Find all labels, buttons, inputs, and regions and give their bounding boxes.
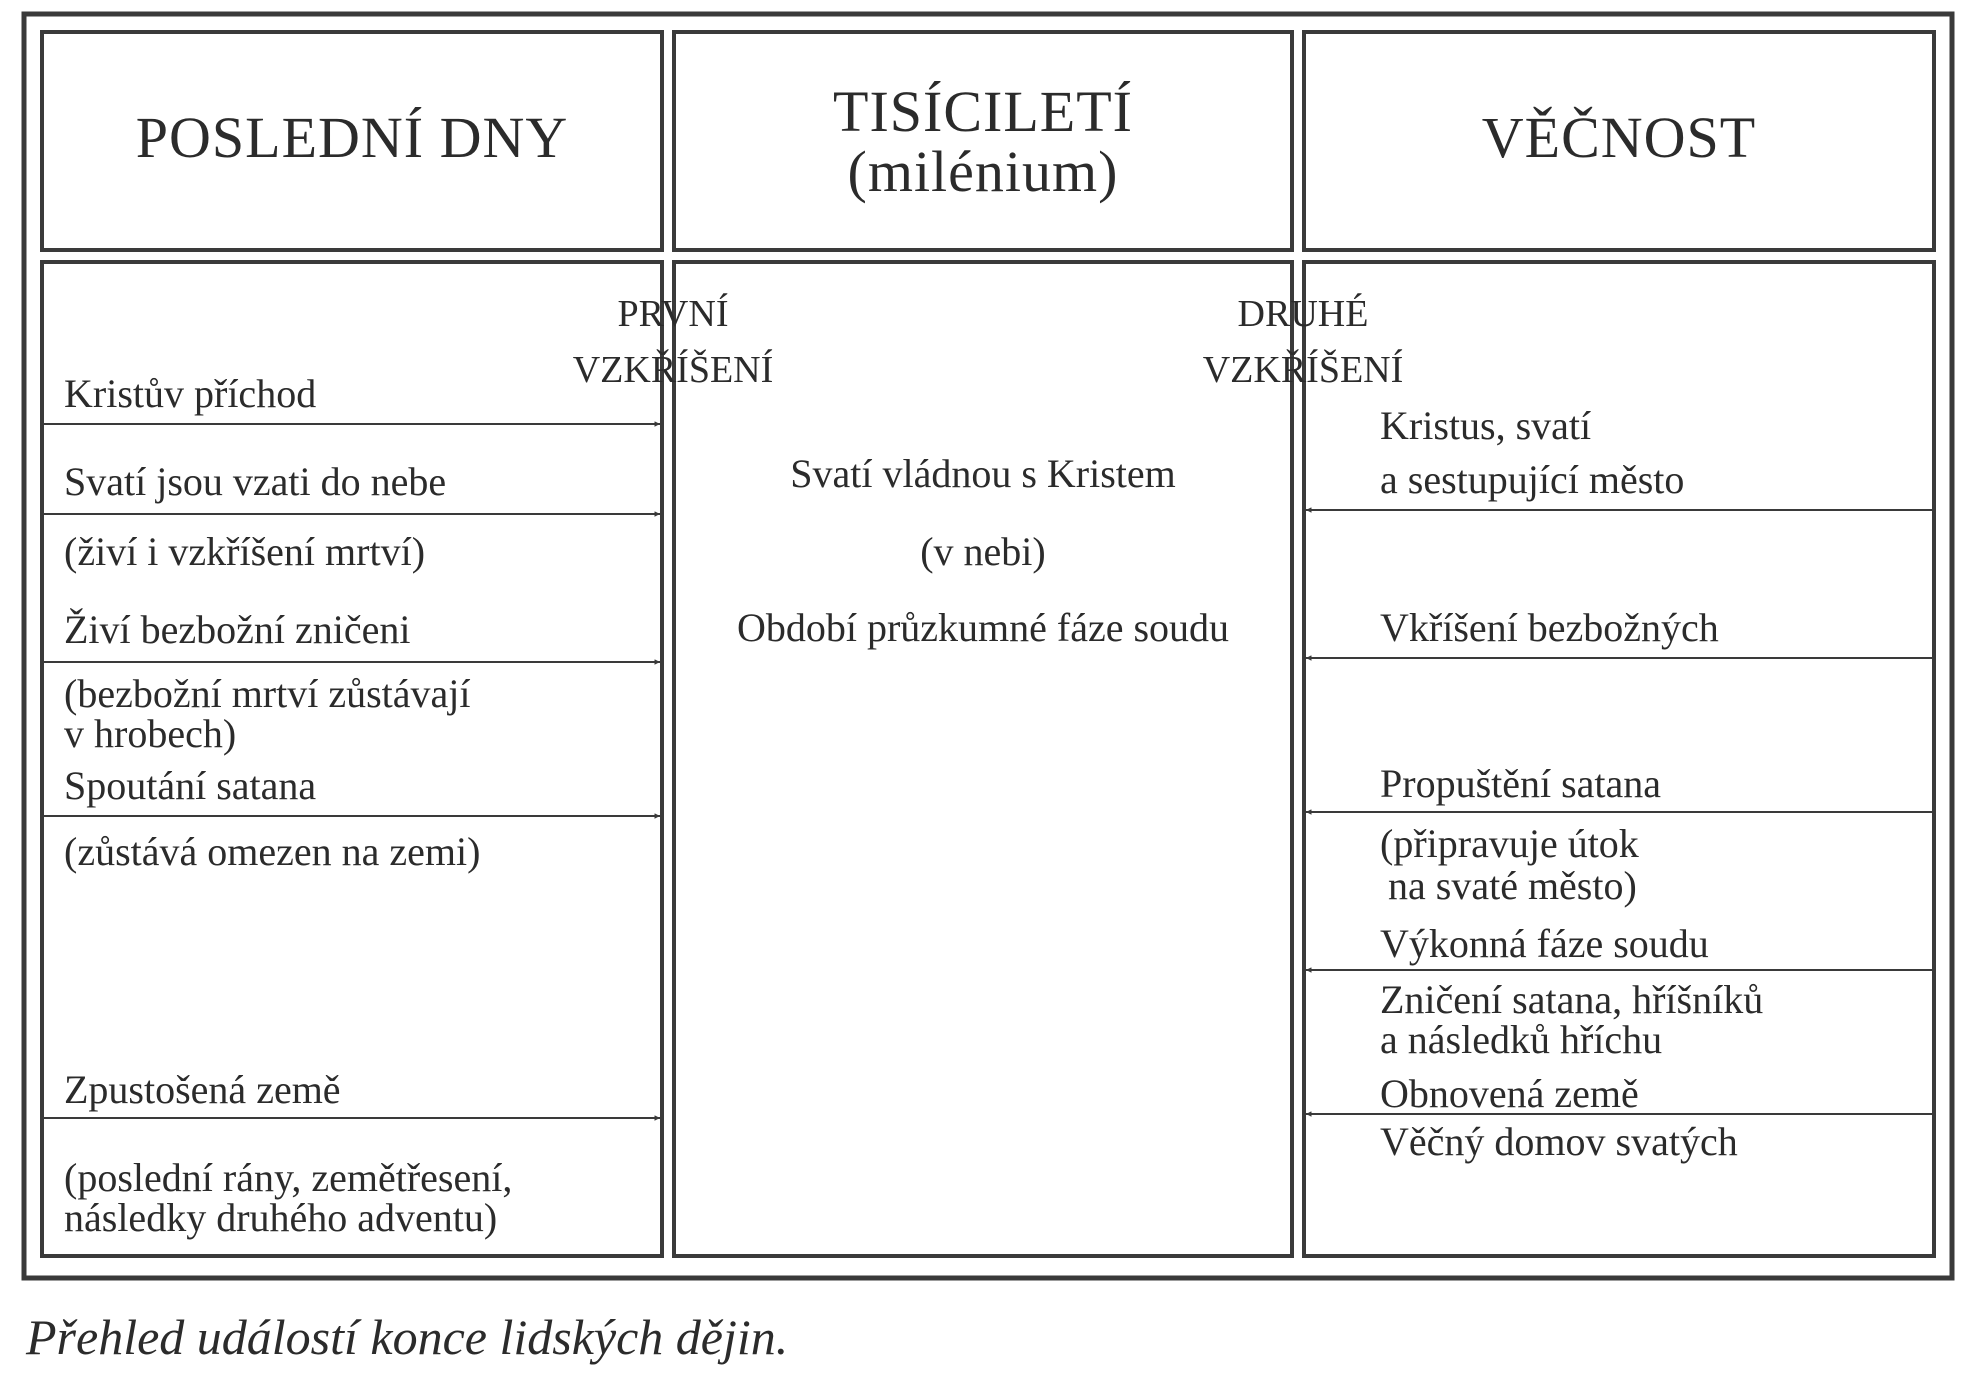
left-event-desolate-earth: Zpustošená země: [64, 1067, 341, 1112]
left-event-christ-coming: Kristův příchod: [64, 371, 317, 416]
right-event-executive-judgment: Výkonná fáze soudu: [1380, 921, 1709, 966]
middle-event-in-heaven: (v nebi): [920, 529, 1046, 574]
right-event-new-earth: Obnovená země: [1380, 1071, 1639, 1116]
header-last-days: POSLEDNÍ DNY: [135, 105, 569, 170]
middle-event-saints-reign: Svatí vládnou s Kristem: [790, 451, 1176, 496]
header-eternity: VĚČNOST: [1481, 105, 1757, 170]
right-event-eternal-home: Věčný domov svatých: [1380, 1119, 1738, 1164]
header-millennium-title: TISÍCILETÍ: [833, 79, 1133, 144]
right-event-christ-saints: Kristus, svatí: [1380, 403, 1592, 448]
middle-event-investigative-judgment: Období průzkumné fáze soudu: [736, 605, 1230, 650]
right-event-descending-city: a sestupující město: [1380, 457, 1685, 502]
right-event-destruction-2: a následků hříchu: [1380, 1017, 1663, 1062]
left-event-satan-bound: Spoutání satana: [64, 763, 317, 808]
right-event-wicked-resurrected: Vkříšení bezbožných: [1380, 605, 1719, 650]
right-event-satan-note-1: (připravuje útok: [1380, 821, 1639, 866]
header-millennium-subtitle: (milénium): [847, 139, 1119, 204]
left-event-desolate-note-1: (poslední rány, zemětřesení,: [64, 1155, 513, 1200]
second-resurrection-line1: DRUHÉ: [1237, 293, 1369, 335]
body-box-millennium: [674, 262, 1292, 1256]
left-event-desolate-note-2: následky druhého adventu): [64, 1195, 498, 1240]
first-resurrection-line1: PRVNÍ: [617, 293, 729, 335]
left-event-wicked-note-1: (bezbožní mrtví zůstávají: [64, 671, 471, 716]
left-event-saints-note: (živí i vzkříšení mrtví): [64, 529, 426, 574]
right-event-satan-released: Propuštění satana: [1380, 761, 1662, 806]
left-event-saints-taken: Svatí jsou vzati do nebe: [64, 459, 447, 504]
figure-caption: Přehled událostí konce lidských dějin.: [26, 1309, 789, 1365]
first-resurrection-line2: VZKŘÍŠENÍ: [572, 349, 774, 391]
right-event-destruction-1: Zničení satana, hříšníků: [1380, 977, 1764, 1022]
left-event-wicked-note-2: v hrobech): [64, 711, 237, 756]
second-resurrection-line2: VZKŘÍŠENÍ: [1202, 349, 1404, 391]
right-event-satan-note-2: na svaté město): [1388, 863, 1637, 908]
left-event-wicked-destroyed: Živí bezbožní zničeni: [64, 607, 411, 652]
left-event-satan-note: (zůstává omezen na zemi): [64, 829, 481, 874]
